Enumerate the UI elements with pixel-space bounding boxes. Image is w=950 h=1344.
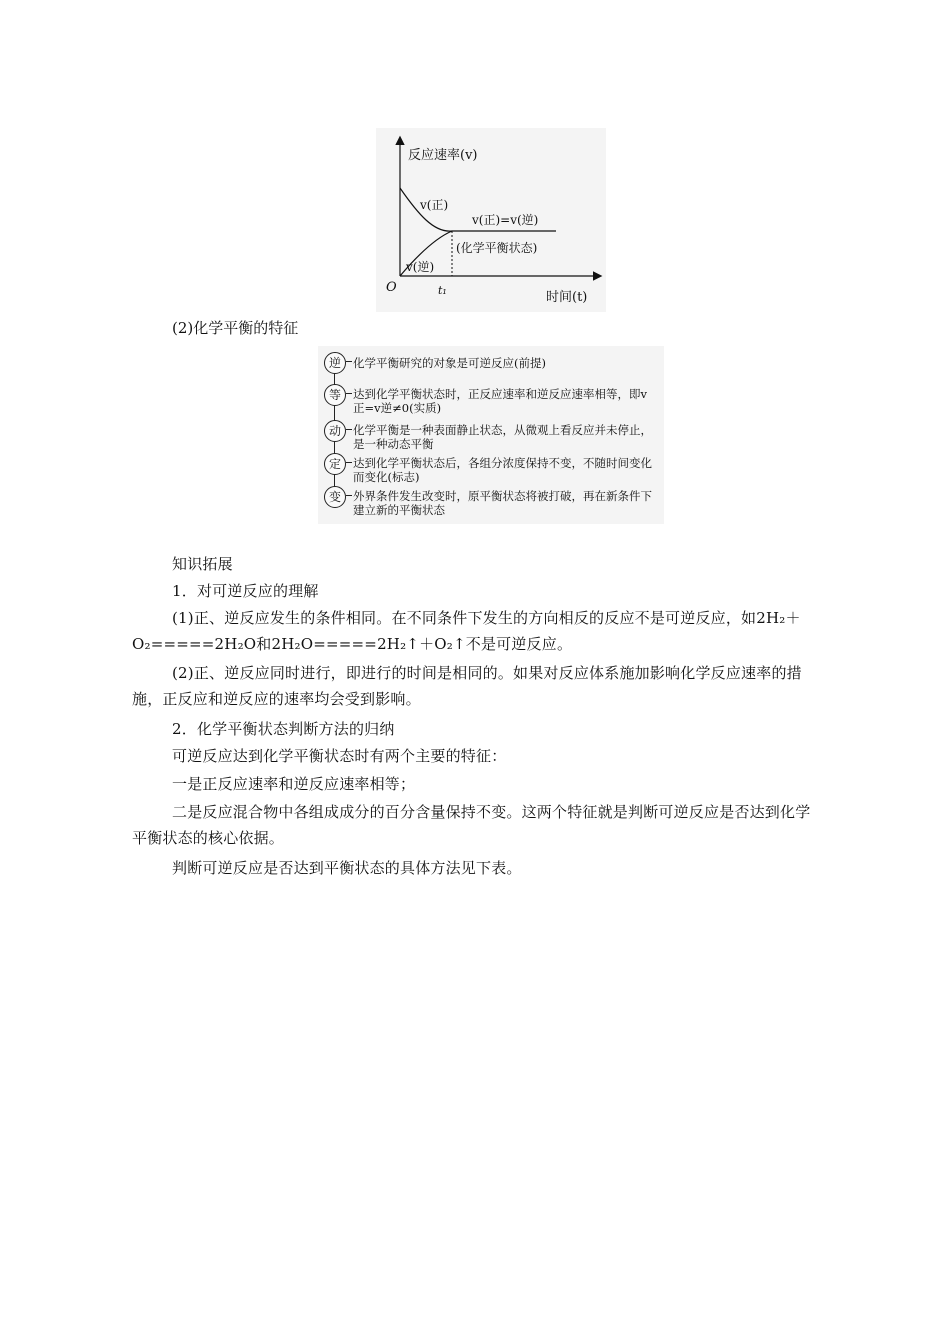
feature-dash (346, 495, 352, 496)
item2-paragraph-2: 一是正反应速率和逆反应速率相等； (172, 775, 416, 793)
feature-text: 达到化学平衡状态后，各组分浓度保持不变，不随时间变化而变化(标志) (353, 456, 652, 484)
rate-time-svg (376, 128, 606, 312)
section-heading-features: (2)化学平衡的特征 (172, 319, 299, 337)
item1-paragraph-2: (2)正、逆反应同时进行，即进行的时间是相同的。如果对反应体系施加影响化学反应速率的措施，正反应和逆反应的速率均会受到影响。 (132, 664, 802, 708)
item2-paragraph-3: 二是反应混合物中各组成成分的百分含量保持不变。这两个特征就是判断可逆反应是否达到化学平衡状态的核心依据。 (132, 803, 811, 847)
feature-char-circle: 变 (324, 486, 346, 508)
feature-text: 达到化学平衡状态时，正反应速率和逆反应速率相等，即v正=v逆≠0(实质) (353, 387, 647, 415)
reverse-series-label: v(逆) (406, 260, 435, 274)
item2-paragraph-1: 可逆反应达到化学平衡状态时有两个主要的特征： (172, 747, 507, 765)
t1-label: t₁ (438, 284, 447, 297)
feature-text: 外界条件发生改变时，原平衡状态将被打破，再在新条件下建立新的平衡状态 (353, 489, 652, 517)
item1-title: 1．对可逆反应的理解 (172, 582, 319, 600)
x-axis-label: 时间(t) (546, 290, 588, 305)
feature-dash (346, 462, 352, 463)
state-label: (化学平衡状态) (456, 241, 538, 255)
equilibrium-label: v(正)=v(逆) (472, 213, 539, 227)
feature-text: 化学平衡研究的对象是可逆反应(前提) (353, 356, 546, 370)
forward-series-label: v(正) (420, 198, 449, 212)
y-axis-label: 反应速率(v) (408, 148, 478, 163)
item2-paragraph-4: 判断可逆反应是否达到平衡状态的具体方法见下表。 (172, 859, 522, 877)
item1-paragraph-1: (1)正、逆反应发生的条件相同。在不同条件下发生的方向相反的反应不是可逆反应，如2H₂＋O₂=====2H₂O和2H₂O=====2H₂↑＋O₂↑不是可逆反应。 (132, 609, 801, 653)
item2-title: 2．化学平衡状态判断方法的归纳 (172, 720, 395, 738)
rate-time-chart (376, 128, 606, 312)
section-title: 知识拓展 (172, 555, 233, 573)
feature-dash (346, 429, 352, 430)
feature-dash (346, 361, 352, 362)
origin-label: O (386, 280, 397, 295)
feature-char-circle: 等 (324, 384, 346, 406)
feature-char-circle: 动 (324, 420, 346, 442)
feature-char-circle: 逆 (324, 352, 346, 374)
equilibrium-features-diagram (318, 346, 664, 524)
feature-text: 化学平衡是一种表面静止状态，从微观上看反应并未停止，是一种动态平衡 (353, 423, 652, 451)
feature-char-circle: 定 (324, 453, 346, 475)
feature-dash (346, 393, 352, 394)
